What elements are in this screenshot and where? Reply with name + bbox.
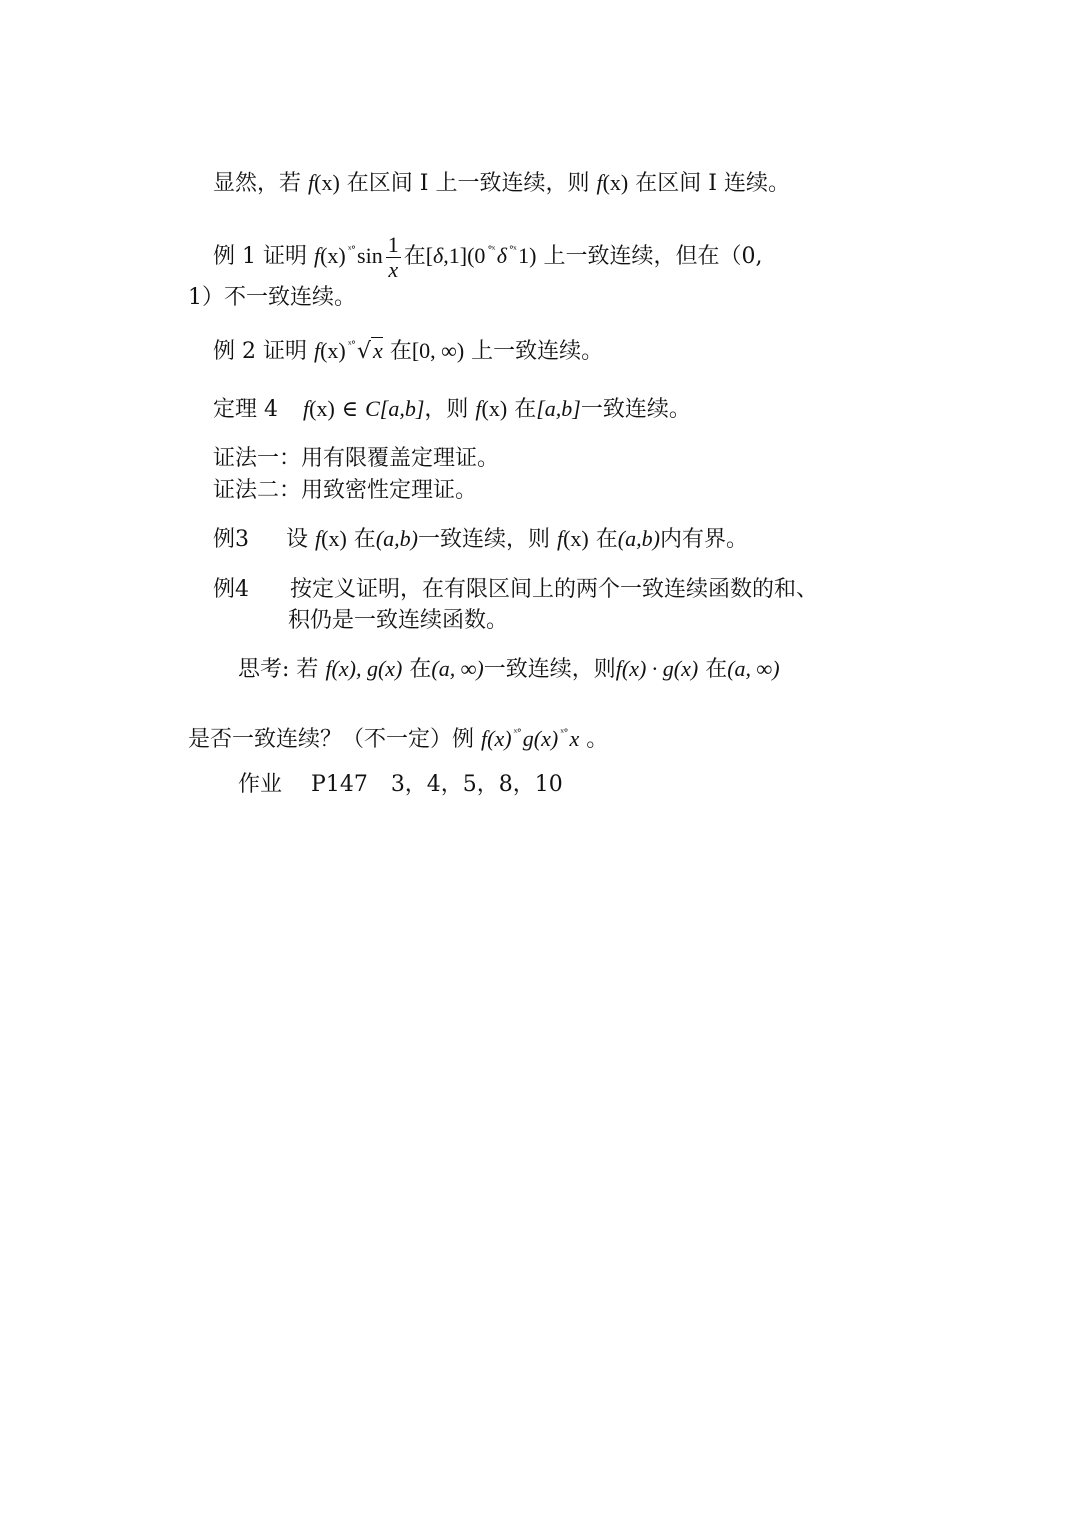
think-question-continued [188, 719, 608, 755]
example-2 [213, 331, 603, 367]
math-interval: ,1](0 [443, 243, 486, 268]
math-arg: (x) [563, 526, 589, 551]
math-f: f(x) [481, 726, 512, 751]
text: 设 [286, 527, 309, 552]
math-interval: (a,b) [375, 526, 418, 551]
math-f: f [303, 396, 310, 421]
text: 一致连续，则 [417, 527, 550, 552]
example-3 [213, 524, 748, 555]
math-in: ∈ [341, 396, 359, 421]
math-interval: (a,b) [617, 526, 660, 551]
text: 若 [296, 657, 319, 682]
text: 显然，若 [213, 171, 302, 196]
math-arg: (x) [321, 526, 347, 551]
text: 在 [409, 657, 432, 682]
math-f: f [313, 338, 321, 363]
example-4 [213, 575, 818, 605]
text: 在 [705, 657, 728, 682]
math-delta: δ [496, 243, 507, 268]
text: 内有界。 [659, 527, 748, 552]
text: 在区间 I 连续。 [635, 171, 790, 196]
garbled-glyph: ˣ° [347, 245, 356, 256]
math-f: f [596, 170, 603, 195]
homework [238, 770, 563, 800]
math-g: g(x) [522, 726, 559, 751]
math-sin: sin [357, 243, 383, 268]
example-label: 例 2 证明 [213, 339, 307, 364]
text: 证法二：用致密性定理证。 [213, 478, 478, 503]
garbled-glyph: °ˣ [487, 245, 495, 256]
math-f: f [315, 526, 322, 551]
example-1-continued [188, 283, 356, 313]
text: 上一致连续，但在（0, [543, 244, 763, 269]
text: 一致连续，则 [483, 657, 616, 682]
think-label: 思考: [238, 657, 290, 682]
sqrt-icon: √ [357, 339, 372, 364]
text: 一致连续。 [580, 397, 691, 422]
math-f: f [556, 526, 564, 551]
example-label: 例3 [213, 527, 249, 552]
math-interval: (a, ∞) [431, 656, 484, 681]
math-f: f [308, 170, 315, 195]
math-bracket: [ [425, 243, 434, 268]
example-label: 例4 [213, 577, 249, 602]
math-interval: (a, ∞) [727, 656, 780, 681]
text: 证法一：用有限覆盖定理证。 [213, 446, 500, 471]
proof-method-1 [213, 444, 499, 474]
text: 上一致连续。 [471, 339, 604, 364]
text: 在 [403, 244, 426, 269]
radicand: x [373, 338, 383, 363]
math-interval: [a,b] [536, 396, 581, 421]
theorem-label: 定理 4 [213, 397, 278, 422]
math-x: x [569, 726, 580, 751]
text: 在 [389, 339, 412, 364]
text: 1）不一致连续。 [188, 285, 356, 310]
text: 是否一致连续？（不一定）例 [188, 727, 475, 752]
think-question [238, 654, 780, 685]
math-delta: δ [433, 243, 444, 268]
fraction [386, 233, 401, 282]
math-close: 1) [518, 243, 537, 268]
proof-method-2 [213, 476, 477, 506]
math-arg: (x) [320, 243, 346, 268]
math-arg: (x) [481, 396, 508, 421]
text: 在 [353, 527, 376, 552]
text: 在 [514, 397, 537, 422]
math-fg: f(x), g(x) [325, 656, 403, 681]
math-arg: (x) [314, 170, 340, 195]
text: ，则 [424, 397, 469, 422]
statement-line [213, 168, 790, 199]
math-arg: (x) [320, 338, 346, 363]
text: 按定义证明，在有限区间上的两个一致连续函数的和、 [290, 577, 819, 602]
math-f: f [475, 396, 482, 421]
math-f: f [313, 243, 321, 268]
theorem-4 [213, 394, 691, 425]
example-label: 例 1 证明 [213, 244, 307, 269]
math-interval: [a,b] [379, 396, 425, 421]
denominator: x [388, 256, 399, 282]
garbled-glyph: ˣ° [347, 340, 356, 351]
text: 在 [595, 527, 618, 552]
example-1 [213, 226, 763, 282]
text: 积仍是一致连续函数。 [288, 608, 509, 633]
garbled-glyph: ˣ° [560, 728, 568, 739]
text: 在区间 I 上一致连续，则 [346, 171, 590, 196]
math-arg: (x) [602, 170, 629, 195]
example-4-continued [288, 606, 508, 636]
homework-items: 3，4，5，8，10 [390, 772, 563, 797]
homework-label: 作业 [238, 772, 283, 797]
math-product: f(x) · g(x) [615, 656, 699, 681]
garbled-glyph: ˣ° [513, 728, 521, 739]
numerator: 1 [387, 231, 399, 257]
text: 。 [586, 727, 609, 752]
math-C: C [365, 396, 380, 421]
homework-page: P147 [311, 772, 368, 797]
math-arg: (x) [309, 396, 335, 421]
math-interval: [0, ∞) [411, 338, 465, 363]
garbled-glyph: °ˣ [508, 245, 517, 256]
